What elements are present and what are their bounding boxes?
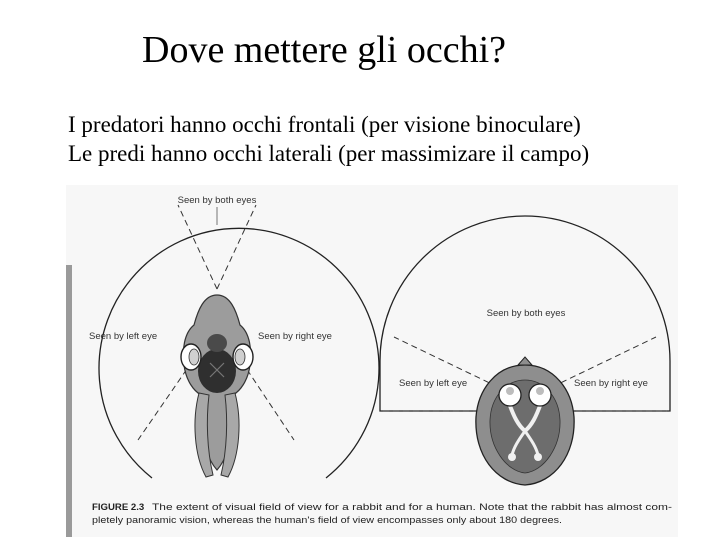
human-left-eye-label: Seen by left eye <box>399 378 468 389</box>
caption-label: FIGURE 2.3 <box>92 502 145 513</box>
human-right-eye-label: Seen by right eye <box>574 378 648 389</box>
predators-line: I predatori hanno occhi frontali (per visione binoculare) <box>68 112 581 137</box>
rabbit-right-eye-label: Seen by right eye <box>258 331 332 342</box>
caption-line-1: The extent of visual field of view for a rabbit and for a human. Note that the rabbit has almost com- <box>152 502 672 513</box>
rabbit-both-eyes-label: Seen by both eyes <box>177 195 257 206</box>
prey-line: Le predi hanno occhi laterali (per massimizare il campo) <box>68 141 590 166</box>
caption-line-2: pletely panoramic vision, whereas the human's field of view encompasses only about 180 degrees. <box>92 515 562 526</box>
slide-title: Dove mettere gli occhi? <box>142 29 507 71</box>
visual-field-figure <box>66 185 678 537</box>
rabbit-left-eye-label: Seen by left eye <box>89 331 158 342</box>
human-both-eyes-label: Seen by both eyes <box>486 308 566 319</box>
